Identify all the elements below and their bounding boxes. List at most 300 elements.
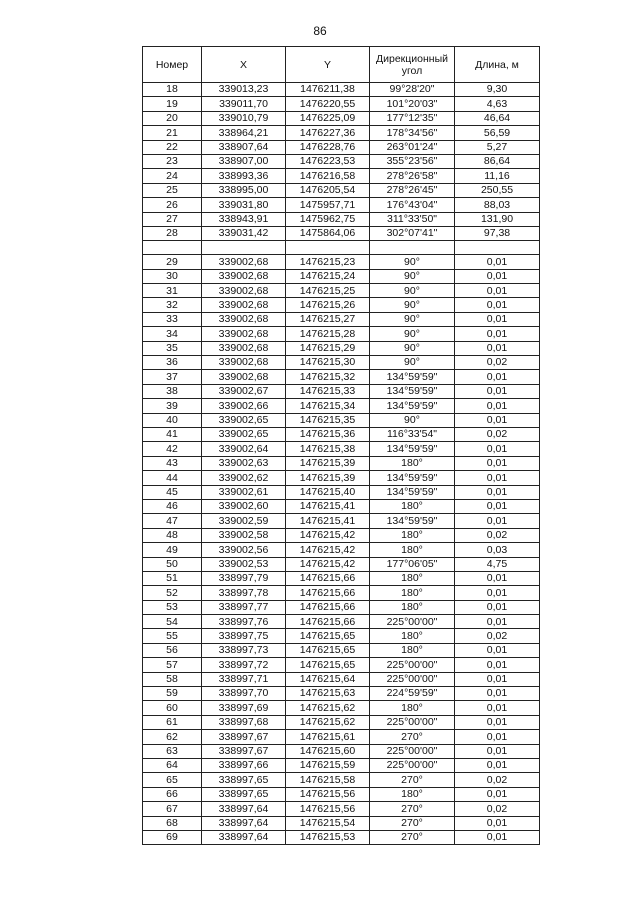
cell-x: 339002,61 bbox=[202, 485, 286, 499]
cell-number: 68 bbox=[143, 816, 202, 830]
cell-angle: 90° bbox=[370, 341, 455, 355]
header-length: Длина, м bbox=[455, 47, 540, 83]
cell-number: 51 bbox=[143, 571, 202, 585]
cell-number: 21 bbox=[143, 126, 202, 140]
cell-angle: 225°00'00" bbox=[370, 758, 455, 772]
cell-y: 1476215,62 bbox=[286, 715, 370, 729]
cell-y: 1476215,41 bbox=[286, 499, 370, 513]
table-row bbox=[143, 485, 540, 499]
cell-number: 56 bbox=[143, 643, 202, 657]
cell-x: 338997,66 bbox=[202, 758, 286, 772]
cell-x: 339010,79 bbox=[202, 111, 286, 125]
cell-y: 1476215,61 bbox=[286, 730, 370, 744]
cell-x: 339002,68 bbox=[202, 327, 286, 341]
cell-y: 1476228,76 bbox=[286, 140, 370, 154]
cell-x: 338997,65 bbox=[202, 787, 286, 801]
cell-length: 0,02 bbox=[455, 802, 540, 816]
cell-x: 339002,68 bbox=[202, 298, 286, 312]
cell-length: 0,01 bbox=[455, 471, 540, 485]
cell-x: 338943,91 bbox=[202, 212, 286, 226]
cell-y: 1476215,24 bbox=[286, 269, 370, 283]
table-row bbox=[143, 773, 540, 787]
cell-angle: 180° bbox=[370, 571, 455, 585]
cell-y: 1476215,41 bbox=[286, 514, 370, 528]
cell-length: 46,64 bbox=[455, 111, 540, 125]
table-row bbox=[143, 384, 540, 398]
cell-x: 339002,68 bbox=[202, 284, 286, 298]
table-row bbox=[143, 701, 540, 715]
table-row bbox=[143, 715, 540, 729]
cell-x: 338997,75 bbox=[202, 629, 286, 643]
cell-x: 339002,58 bbox=[202, 528, 286, 542]
cell-length: 0,01 bbox=[455, 514, 540, 528]
cell-y: 1476215,42 bbox=[286, 543, 370, 557]
cell-number: 38 bbox=[143, 384, 202, 398]
table-row bbox=[143, 658, 540, 672]
cell-number: 23 bbox=[143, 154, 202, 168]
cell-number: 28 bbox=[143, 226, 202, 240]
cell-length: 0,01 bbox=[455, 499, 540, 513]
cell-length: 0,01 bbox=[455, 269, 540, 283]
cell-y: 1476215,29 bbox=[286, 341, 370, 355]
cell-number: 22 bbox=[143, 140, 202, 154]
cell-x: 339002,67 bbox=[202, 384, 286, 398]
cell-length: 0,01 bbox=[455, 370, 540, 384]
cell-length: 0,01 bbox=[455, 701, 540, 715]
cell-angle: 180° bbox=[370, 600, 455, 614]
cell-y: 1476215,30 bbox=[286, 356, 370, 370]
cell-angle: 355°23'56" bbox=[370, 154, 455, 168]
cell-length: 0,01 bbox=[455, 571, 540, 585]
cell-number: 37 bbox=[143, 370, 202, 384]
cell-angle: 176°43'04" bbox=[370, 198, 455, 212]
cell-length: 0,01 bbox=[455, 643, 540, 657]
cell-length: 0,02 bbox=[455, 427, 540, 441]
cell-x: 338997,71 bbox=[202, 672, 286, 686]
cell-angle: 270° bbox=[370, 816, 455, 830]
table-row bbox=[143, 97, 540, 111]
table-body bbox=[143, 83, 540, 845]
cell-angle: 180° bbox=[370, 543, 455, 557]
cell-x: 339013,23 bbox=[202, 83, 286, 97]
cell-length: 97,38 bbox=[455, 226, 540, 240]
cell-x: 339011,70 bbox=[202, 97, 286, 111]
cell-number: 49 bbox=[143, 543, 202, 557]
cell-x: 338997,77 bbox=[202, 600, 286, 614]
cell-angle: 90° bbox=[370, 255, 455, 269]
cell-number: 34 bbox=[143, 327, 202, 341]
cell-x: 339002,68 bbox=[202, 370, 286, 384]
cell-angle: 90° bbox=[370, 356, 455, 370]
cell-length: 0,02 bbox=[455, 773, 540, 787]
cell-length: 4,75 bbox=[455, 557, 540, 571]
table-row bbox=[143, 528, 540, 542]
cell-y: 1476220,55 bbox=[286, 97, 370, 111]
cell-y: 1476215,62 bbox=[286, 701, 370, 715]
cell-x: 338997,67 bbox=[202, 744, 286, 758]
cell-angle: 90° bbox=[370, 298, 455, 312]
cell-y: 1476215,25 bbox=[286, 284, 370, 298]
coordinates-table bbox=[142, 46, 540, 845]
cell-number: 30 bbox=[143, 269, 202, 283]
cell-x: 338997,73 bbox=[202, 643, 286, 657]
cell-y: 1476215,39 bbox=[286, 471, 370, 485]
table-row bbox=[143, 629, 540, 643]
cell-angle: 263°01'24" bbox=[370, 140, 455, 154]
cell-number: 45 bbox=[143, 485, 202, 499]
table-row bbox=[143, 600, 540, 614]
cell-angle: 180° bbox=[370, 456, 455, 470]
cell-length: 5,27 bbox=[455, 140, 540, 154]
cell-number: 62 bbox=[143, 730, 202, 744]
cell-number: 32 bbox=[143, 298, 202, 312]
cell-angle: 278°26'45" bbox=[370, 183, 455, 197]
cell-x: 338997,65 bbox=[202, 773, 286, 787]
cell-x: 338997,67 bbox=[202, 730, 286, 744]
table-row bbox=[143, 284, 540, 298]
cell-number: 19 bbox=[143, 97, 202, 111]
cell-angle: 180° bbox=[370, 499, 455, 513]
table-row bbox=[143, 615, 540, 629]
cell-number: 20 bbox=[143, 111, 202, 125]
cell-number: 53 bbox=[143, 600, 202, 614]
cell-number: 44 bbox=[143, 471, 202, 485]
cell-y: 1476215,28 bbox=[286, 327, 370, 341]
cell-y: 1476215,35 bbox=[286, 413, 370, 427]
cell-x: 339002,65 bbox=[202, 413, 286, 427]
cell-y: 1476227,36 bbox=[286, 126, 370, 140]
cell-y: 1476215,63 bbox=[286, 687, 370, 701]
table-row bbox=[143, 154, 540, 168]
empty-cell bbox=[286, 241, 370, 255]
cell-number: 42 bbox=[143, 442, 202, 456]
cell-length: 250,55 bbox=[455, 183, 540, 197]
cell-number: 63 bbox=[143, 744, 202, 758]
cell-number: 64 bbox=[143, 758, 202, 772]
cell-y: 1476215,36 bbox=[286, 427, 370, 441]
cell-length: 131,90 bbox=[455, 212, 540, 226]
cell-x: 338997,79 bbox=[202, 571, 286, 585]
cell-number: 25 bbox=[143, 183, 202, 197]
cell-angle: 134°59'59" bbox=[370, 399, 455, 413]
cell-length: 0,01 bbox=[455, 399, 540, 413]
cell-length: 9,30 bbox=[455, 83, 540, 97]
table-row bbox=[143, 126, 540, 140]
cell-x: 338993,36 bbox=[202, 169, 286, 183]
cell-angle: 178°34'56" bbox=[370, 126, 455, 140]
cell-number: 57 bbox=[143, 658, 202, 672]
cell-y: 1476215,66 bbox=[286, 600, 370, 614]
table-row bbox=[143, 169, 540, 183]
cell-length: 0,01 bbox=[455, 658, 540, 672]
cell-angle: 270° bbox=[370, 730, 455, 744]
cell-x: 339002,60 bbox=[202, 499, 286, 513]
table-row bbox=[143, 787, 540, 801]
cell-length: 0,01 bbox=[455, 341, 540, 355]
cell-y: 1476215,53 bbox=[286, 830, 370, 844]
cell-y: 1476215,56 bbox=[286, 802, 370, 816]
cell-x: 339002,65 bbox=[202, 427, 286, 441]
cell-length: 0,01 bbox=[455, 730, 540, 744]
cell-y: 1476215,32 bbox=[286, 370, 370, 384]
header-y: Y bbox=[286, 47, 370, 83]
cell-number: 41 bbox=[143, 427, 202, 441]
cell-angle: 134°59'59" bbox=[370, 442, 455, 456]
cell-x: 338997,68 bbox=[202, 715, 286, 729]
cell-angle: 90° bbox=[370, 269, 455, 283]
cell-length: 0,01 bbox=[455, 298, 540, 312]
table-row bbox=[143, 140, 540, 154]
cell-length: 0,01 bbox=[455, 485, 540, 499]
cell-length: 86,64 bbox=[455, 154, 540, 168]
cell-y: 1476215,64 bbox=[286, 672, 370, 686]
cell-number: 50 bbox=[143, 557, 202, 571]
table-row bbox=[143, 456, 540, 470]
cell-number: 39 bbox=[143, 399, 202, 413]
cell-x: 338907,64 bbox=[202, 140, 286, 154]
cell-angle: 180° bbox=[370, 586, 455, 600]
cell-x: 339002,59 bbox=[202, 514, 286, 528]
cell-y: 1476215,66 bbox=[286, 586, 370, 600]
cell-length: 0,01 bbox=[455, 384, 540, 398]
cell-length: 0,01 bbox=[455, 758, 540, 772]
cell-length: 0,01 bbox=[455, 442, 540, 456]
cell-angle: 180° bbox=[370, 643, 455, 657]
table-row bbox=[143, 499, 540, 513]
table-row bbox=[143, 341, 540, 355]
cell-number: 59 bbox=[143, 687, 202, 701]
cell-length: 0,01 bbox=[455, 615, 540, 629]
cell-y: 1476215,23 bbox=[286, 255, 370, 269]
cell-x: 339031,80 bbox=[202, 198, 286, 212]
cell-number: 61 bbox=[143, 715, 202, 729]
cell-y: 1476215,54 bbox=[286, 816, 370, 830]
cell-y: 1476216,58 bbox=[286, 169, 370, 183]
cell-y: 1476215,27 bbox=[286, 312, 370, 326]
table-row bbox=[143, 356, 540, 370]
cell-angle: 180° bbox=[370, 528, 455, 542]
cell-number: 18 bbox=[143, 83, 202, 97]
cell-y: 1476215,34 bbox=[286, 399, 370, 413]
cell-angle: 134°59'59" bbox=[370, 485, 455, 499]
cell-length: 0,01 bbox=[455, 672, 540, 686]
table-row bbox=[143, 557, 540, 571]
cell-length: 0,01 bbox=[455, 787, 540, 801]
cell-angle: 224°59'59" bbox=[370, 687, 455, 701]
table-row bbox=[143, 586, 540, 600]
cell-angle: 177°12'35" bbox=[370, 111, 455, 125]
table-row bbox=[143, 399, 540, 413]
cell-length: 0,01 bbox=[455, 687, 540, 701]
cell-length: 0,01 bbox=[455, 327, 540, 341]
cell-angle: 225°00'00" bbox=[370, 744, 455, 758]
cell-y: 1476215,56 bbox=[286, 787, 370, 801]
cell-number: 65 bbox=[143, 773, 202, 787]
table-row bbox=[143, 427, 540, 441]
header-direction-angle: Дирекционный угол bbox=[370, 47, 455, 83]
cell-length: 0,01 bbox=[455, 816, 540, 830]
cell-x: 338997,64 bbox=[202, 830, 286, 844]
cell-y: 1476215,42 bbox=[286, 557, 370, 571]
cell-angle: 177°06'05" bbox=[370, 557, 455, 571]
table-row bbox=[143, 312, 540, 326]
cell-number: 24 bbox=[143, 169, 202, 183]
cell-y: 1476205,54 bbox=[286, 183, 370, 197]
cell-angle: 270° bbox=[370, 773, 455, 787]
cell-angle: 225°00'00" bbox=[370, 715, 455, 729]
cell-length: 0,01 bbox=[455, 600, 540, 614]
cell-y: 1475962,75 bbox=[286, 212, 370, 226]
table-row bbox=[143, 543, 540, 557]
cell-length: 0,01 bbox=[455, 413, 540, 427]
cell-number: 43 bbox=[143, 456, 202, 470]
cell-number: 36 bbox=[143, 356, 202, 370]
cell-length: 0,01 bbox=[455, 312, 540, 326]
table-row bbox=[143, 183, 540, 197]
empty-cell bbox=[202, 241, 286, 255]
cell-x: 339002,64 bbox=[202, 442, 286, 456]
cell-angle: 90° bbox=[370, 284, 455, 298]
cell-y: 1476215,42 bbox=[286, 528, 370, 542]
table-row bbox=[143, 730, 540, 744]
cell-y: 1476215,66 bbox=[286, 571, 370, 585]
empty-cell bbox=[370, 241, 455, 255]
cell-x: 339002,62 bbox=[202, 471, 286, 485]
empty-cell bbox=[455, 241, 540, 255]
cell-x: 339002,68 bbox=[202, 269, 286, 283]
cell-y: 1476215,26 bbox=[286, 298, 370, 312]
cell-y: 1476215,33 bbox=[286, 384, 370, 398]
cell-angle: 134°59'59" bbox=[370, 384, 455, 398]
table-row bbox=[143, 370, 540, 384]
cell-x: 338995,00 bbox=[202, 183, 286, 197]
table-row bbox=[143, 198, 540, 212]
cell-x: 339002,68 bbox=[202, 312, 286, 326]
table-row bbox=[143, 571, 540, 585]
cell-x: 338997,69 bbox=[202, 701, 286, 715]
table-row bbox=[143, 269, 540, 283]
cell-y: 1476215,58 bbox=[286, 773, 370, 787]
table-row bbox=[143, 816, 540, 830]
cell-length: 0,01 bbox=[455, 715, 540, 729]
cell-number: 60 bbox=[143, 701, 202, 715]
cell-number: 58 bbox=[143, 672, 202, 686]
table-row bbox=[143, 687, 540, 701]
cell-x: 338997,64 bbox=[202, 816, 286, 830]
cell-number: 47 bbox=[143, 514, 202, 528]
cell-number: 54 bbox=[143, 615, 202, 629]
table-row bbox=[143, 327, 540, 341]
cell-angle: 90° bbox=[370, 327, 455, 341]
cell-y: 1476215,65 bbox=[286, 658, 370, 672]
cell-y: 1476215,59 bbox=[286, 758, 370, 772]
cell-number: 48 bbox=[143, 528, 202, 542]
table-separator-row bbox=[143, 241, 540, 255]
table-row bbox=[143, 471, 540, 485]
table-row bbox=[143, 255, 540, 269]
cell-angle: 134°59'59" bbox=[370, 370, 455, 384]
cell-length: 11,16 bbox=[455, 169, 540, 183]
cell-angle: 90° bbox=[370, 413, 455, 427]
cell-length: 4,63 bbox=[455, 97, 540, 111]
cell-angle: 278°26'58" bbox=[370, 169, 455, 183]
cell-x: 338964,21 bbox=[202, 126, 286, 140]
cell-number: 26 bbox=[143, 198, 202, 212]
cell-x: 339002,66 bbox=[202, 399, 286, 413]
cell-length: 0,02 bbox=[455, 528, 540, 542]
cell-angle: 134°59'59" bbox=[370, 471, 455, 485]
cell-x: 339002,53 bbox=[202, 557, 286, 571]
cell-y: 1475864,06 bbox=[286, 226, 370, 240]
table-row bbox=[143, 83, 540, 97]
cell-x: 338997,78 bbox=[202, 586, 286, 600]
cell-x: 339002,56 bbox=[202, 543, 286, 557]
table-row bbox=[143, 672, 540, 686]
cell-number: 35 bbox=[143, 341, 202, 355]
cell-x: 338997,72 bbox=[202, 658, 286, 672]
table-row bbox=[143, 226, 540, 240]
cell-length: 56,59 bbox=[455, 126, 540, 140]
header-number: Номер bbox=[143, 47, 202, 83]
cell-length: 0,03 bbox=[455, 543, 540, 557]
cell-number: 29 bbox=[143, 255, 202, 269]
cell-angle: 302°07'41" bbox=[370, 226, 455, 240]
cell-angle: 99°28'20" bbox=[370, 83, 455, 97]
cell-number: 46 bbox=[143, 499, 202, 513]
cell-angle: 225°00'00" bbox=[370, 658, 455, 672]
table-row bbox=[143, 442, 540, 456]
cell-length: 0,02 bbox=[455, 356, 540, 370]
table-row bbox=[143, 643, 540, 657]
cell-number: 52 bbox=[143, 586, 202, 600]
cell-x: 339002,68 bbox=[202, 356, 286, 370]
table-row bbox=[143, 212, 540, 226]
cell-number: 31 bbox=[143, 284, 202, 298]
cell-y: 1476215,65 bbox=[286, 629, 370, 643]
table-row bbox=[143, 413, 540, 427]
table-row bbox=[143, 744, 540, 758]
cell-y: 1476223,53 bbox=[286, 154, 370, 168]
cell-x: 339002,63 bbox=[202, 456, 286, 470]
cell-x: 338997,76 bbox=[202, 615, 286, 629]
cell-angle: 101°20'03" bbox=[370, 97, 455, 111]
cell-y: 1476215,60 bbox=[286, 744, 370, 758]
cell-angle: 180° bbox=[370, 701, 455, 715]
cell-number: 55 bbox=[143, 629, 202, 643]
empty-cell bbox=[143, 241, 202, 255]
table-row bbox=[143, 514, 540, 528]
cell-y: 1476215,66 bbox=[286, 615, 370, 629]
cell-y: 1476215,38 bbox=[286, 442, 370, 456]
table-row bbox=[143, 830, 540, 844]
cell-angle: 270° bbox=[370, 830, 455, 844]
cell-angle: 225°00'00" bbox=[370, 615, 455, 629]
cell-length: 88,03 bbox=[455, 198, 540, 212]
table-row bbox=[143, 298, 540, 312]
cell-y: 1475957,71 bbox=[286, 198, 370, 212]
cell-angle: 90° bbox=[370, 312, 455, 326]
table-header-row bbox=[143, 47, 540, 83]
cell-length: 0,01 bbox=[455, 284, 540, 298]
cell-number: 67 bbox=[143, 802, 202, 816]
cell-x: 339031,42 bbox=[202, 226, 286, 240]
table-row bbox=[143, 758, 540, 772]
cell-angle: 270° bbox=[370, 802, 455, 816]
cell-y: 1476211,38 bbox=[286, 83, 370, 97]
cell-x: 338907,00 bbox=[202, 154, 286, 168]
page-number: 86 bbox=[313, 24, 327, 38]
table-row bbox=[143, 111, 540, 125]
